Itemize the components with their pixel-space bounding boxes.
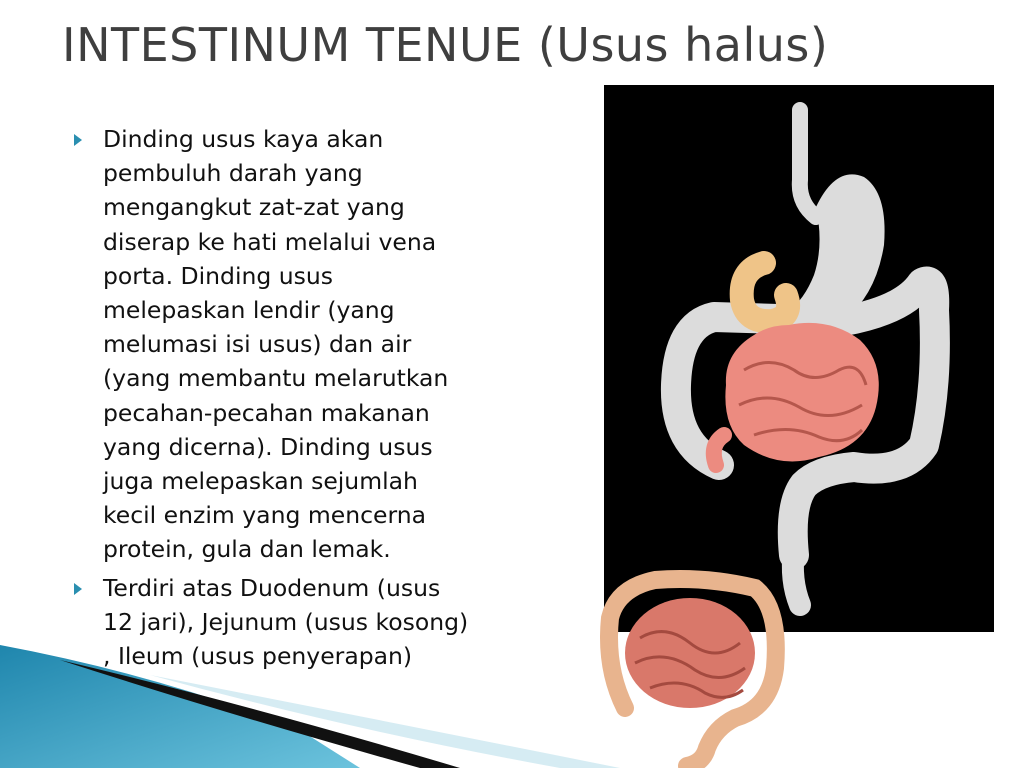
decorative-swoosh: [0, 620, 620, 768]
bullet-line: yang dicerna). Dinding usus: [103, 432, 433, 461]
bullet-line: (yang membantu melarutkan: [103, 364, 449, 393]
slide-title: INTESTINUM TENUE (Usus halus): [62, 18, 829, 72]
bullet-line: Terdiri atas Duodenum (usus: [103, 573, 441, 602]
bullet-line: diserap ke hati melalui vena: [103, 227, 437, 256]
bullet-line: kecil enzim yang mencerna: [103, 501, 427, 530]
bullet-line: melepaskan lendir (yang: [103, 296, 395, 325]
bullet-line: pembuluh darah yang: [103, 159, 363, 188]
digestive-system-illustration: [604, 85, 994, 632]
bullet-line: melumasi isi usus) dan air: [103, 330, 412, 359]
inset-small-intestine: [625, 598, 755, 708]
bullet-line: pecahan-pecahan makanan: [103, 398, 430, 427]
intestine-inset-illustration: [595, 568, 790, 768]
bullet-line: mengangkut zat-zat yang: [103, 193, 405, 222]
rectum: [793, 550, 800, 605]
bullet-line: protein, gula dan lemak.: [103, 535, 391, 564]
bullet-line: Dinding usus kaya akan: [103, 125, 384, 153]
bullet-list: [72, 122, 542, 677]
bullet-line: juga melepaskan sejumlah: [103, 467, 418, 496]
bullet-line: , Ileum (usus penyerapan): [103, 642, 413, 671]
triangle-bullet-icon: [74, 134, 82, 146]
triangle-bullet-icon: [74, 583, 82, 595]
bullet-line: porta. Dinding usus: [103, 261, 334, 290]
bullet-item-1: [72, 122, 542, 567]
bullet-line: 12 jari), Jejunum (usus kosong): [103, 607, 469, 636]
